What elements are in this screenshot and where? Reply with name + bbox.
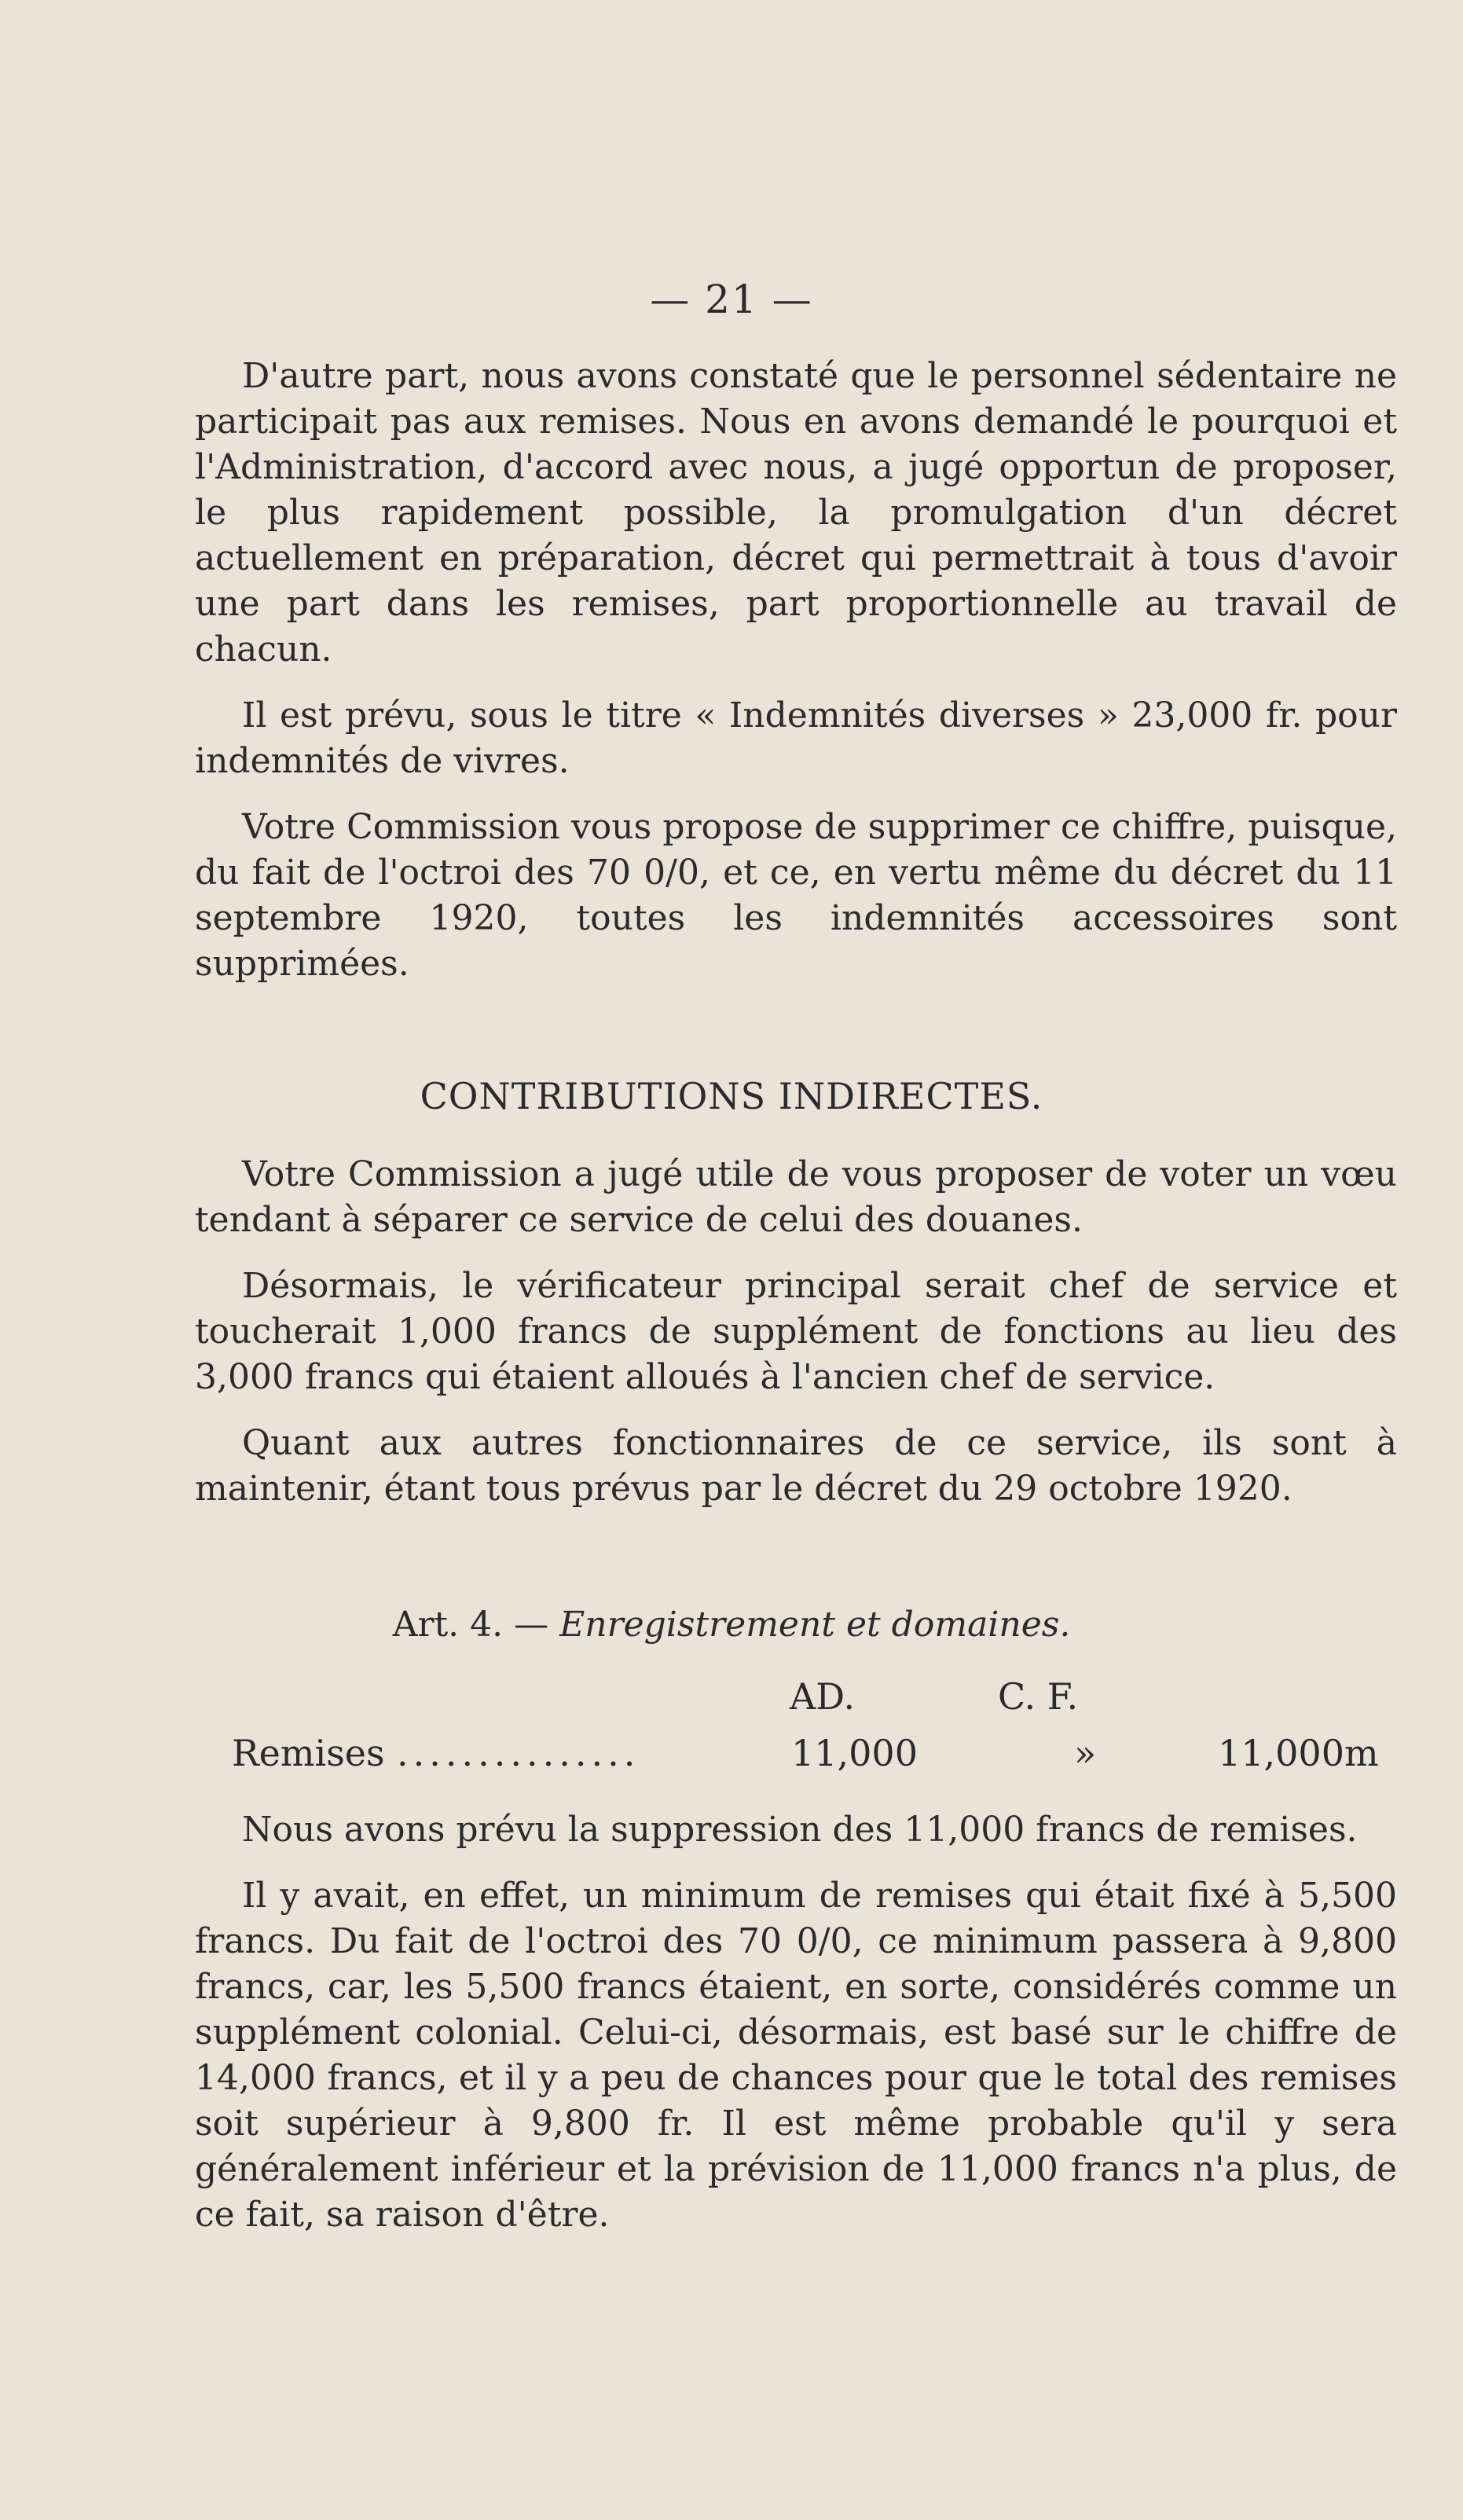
total-value: 11,000m: [1218, 1732, 1379, 1774]
ad-value: 11,000: [791, 1732, 918, 1774]
paragraph: Il y avait, en effet, un minimum de remises qui était fixé à 5,500 francs. Du fait de l'octroi des 70 0/0, ce minimum passera à 9,800 francs, car, les 5,500 francs étaient, en sorte, considérés comme un supplément colonial. Celui-ci, désormais, est basé sur le chiffre de 14,000 francs, et il y a peu de chances pour que le total des remises soit supérieur à 9,800 fr. Il est même probable qu'il y sera généralement inférieur et la prévision de 11,000 francs n'a plus, de ce fait, sa raison d'être.: [195, 1876, 1397, 2235]
paragraph: D'autre part, nous avons constaté que le personnel sédentaire ne participait pas aux remises. Nous en avons demandé le pourquoi et l'Administration, d'accord avec nous, a jugé opportun de proposer, le plus rapidement possible, la promulgation d'un décret actuellement en préparation, décret qui permettrait à tous d'avoir une part dans les remises, part proportionnelle au travail de chacun.: [195, 356, 1397, 669]
paragraph: Nous avons prévu la suppression des 11,000 francs de remises.: [242, 1810, 1358, 1850]
row-label: Remises: [232, 1732, 385, 1774]
leader-dots: ...............: [397, 1732, 640, 1774]
paragraph: Désormais, le vérificateur principal serait chef de service et toucherait 1,000 francs de supplément de fonctions au lieu des 3,000 francs qui étaient alloués à l'ancien chef de service.: [195, 1266, 1397, 1397]
section-heading: CONTRIBUTIONS INDIRECTES.: [420, 1075, 1043, 1117]
section-personnel-remises: [195, 354, 1397, 1007]
section-contributions-indirectes: [195, 1152, 1397, 1532]
column-header-ad: AD.: [790, 1675, 856, 1718]
article-title: [0, 1605, 1463, 1645]
article-prefix: Art. 4. —: [392, 1605, 560, 1645]
cf-value: »: [1074, 1732, 1097, 1774]
page-number: — 21 —: [650, 277, 813, 322]
paragraph: Votre Commission vous propose de supprimer ce chiffre, puisque, du fait de l'octroi des 70 0/0, et ce, en vertu même du décret du 11 septembre 1920, toutes les indemnités accessoires sont supprimées.: [195, 807, 1397, 984]
table-row: [232, 1732, 1399, 1779]
article-name: Enregistrement et domaines.: [559, 1605, 1071, 1645]
column-header-cf: C. F.: [998, 1675, 1079, 1718]
paragraph: Quant aux autres fonctionnaires de ce service, ils sont à maintenir, étant tous prévus par le décret du 29 octobre 1920.: [195, 1423, 1397, 1509]
section-remises: [195, 1807, 1397, 2258]
paragraph: Il est prévu, sous le titre « Indemnités diverses » 23,000 fr. pour indemnités de vivres.: [195, 695, 1397, 781]
paragraph: Votre Commission a jugé utile de vous proposer de voter un vœu tendant à séparer ce service de celui des douanes.: [195, 1154, 1397, 1240]
